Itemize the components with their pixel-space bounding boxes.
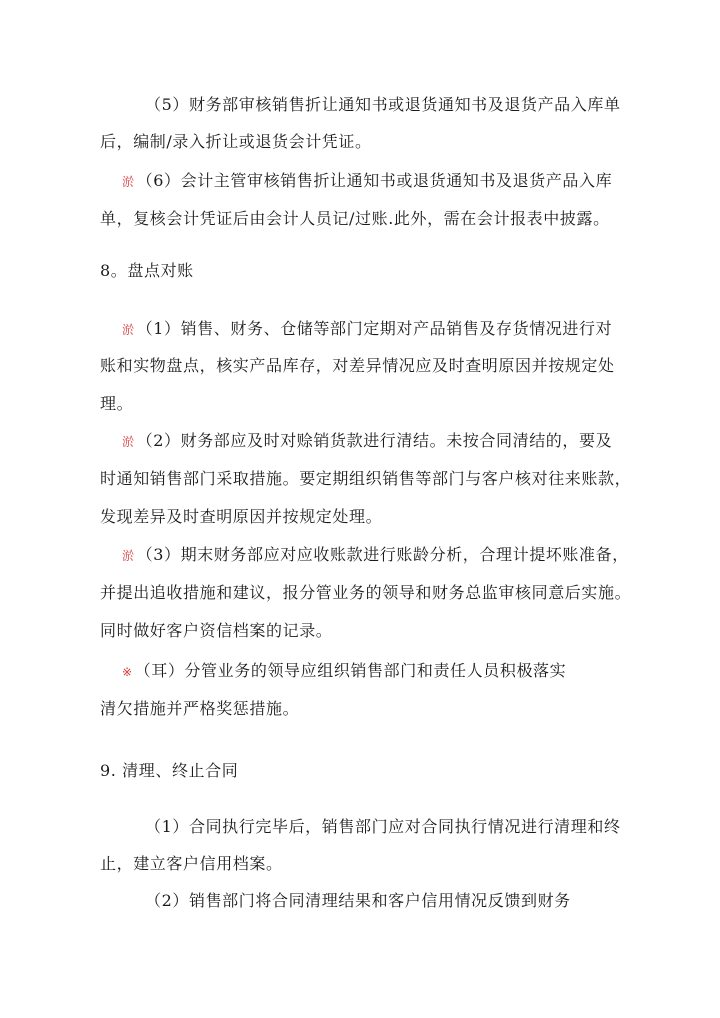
paragraph-8-4-text-1: （耳）分管业务的领导应组织销售部门和责任人员积极落实 xyxy=(134,661,567,680)
paragraph-8-4-line-2: 清欠措施并严格奖惩措施。 xyxy=(100,699,300,718)
paragraph-8-2-line-3: 发现差异及时查明原因并按规定处理。 xyxy=(100,507,383,526)
reference-mark-icon: ※ xyxy=(122,665,133,679)
paragraph-9-2-line-1: （2）销售部门将合同清理结果和客户信用情况反馈到财务 xyxy=(145,891,571,910)
paragraph-6-line-1 xyxy=(122,170,612,193)
red-marker-icon: 淤 xyxy=(122,435,135,449)
section-heading-9: 9. 清理、终止合同 xyxy=(100,761,239,780)
section-heading-8: 8。盘点对账 xyxy=(100,261,194,280)
paragraph-6-line-2: 单，复核会计凭证后由会计人员记/过账.此外，需在会计报表中披露。 xyxy=(100,209,610,228)
paragraph-8-3-line-1 xyxy=(122,544,629,567)
red-marker-icon: 淤 xyxy=(122,549,135,563)
paragraph-5-line-1: （5）财务部审核销售折让通知书或退货通知书及退货产品入库单 xyxy=(145,95,621,114)
paragraph-8-1-text-1: （1）销售、财务、仓储等部门定期对产品销售及存货情况进行对 xyxy=(136,319,613,338)
paragraph-9-1-line-1: （1）合同执行完毕后，销售部门应对合同执行情况进行清理和终 xyxy=(145,817,621,836)
paragraph-8-4-line-1 xyxy=(122,660,566,683)
paragraph-5-line-2: 后，编制/录入折让或退货会计凭证。 xyxy=(100,132,372,151)
paragraph-8-3-line-2: 并提出追收措施和建议，报分管业务的领导和财务总监审核同意后实施。 xyxy=(100,583,632,602)
red-marker-icon: 淤 xyxy=(122,323,135,337)
paragraph-8-2-text-1: （2）财务部应及时对赊销货款进行清结。未按合同清结的，要及 xyxy=(136,431,613,450)
paragraph-9-1-line-2: 止，建立客户信用档案。 xyxy=(100,854,283,873)
paragraph-8-2-line-1 xyxy=(122,430,612,453)
paragraph-8-1-line-2: 账和实物盘点，核实产品库存，对差异情况应及时查明原因并按规定处 xyxy=(100,356,615,375)
paragraph-8-3-text-1: （3）期末财务部应对应收账款进行账龄分析，合理计提坏账准备， xyxy=(136,545,629,564)
paragraph-8-1-line-3: 理。 xyxy=(100,394,134,413)
red-marker-icon: 淤 xyxy=(122,175,135,189)
paragraph-8-2-line-2: 时通知销售部门采取措施。要定期组织销售等部门与客户核对往来账款， xyxy=(100,469,632,488)
paragraph-8-3-line-3: 同时做好客户资信档案的记录。 xyxy=(100,621,333,640)
paragraph-8-1-line-1 xyxy=(122,318,612,341)
paragraph-6-text-1: （6）会计主管审核销售折让通知书或退货通知书及退货产品入库 xyxy=(136,171,613,190)
